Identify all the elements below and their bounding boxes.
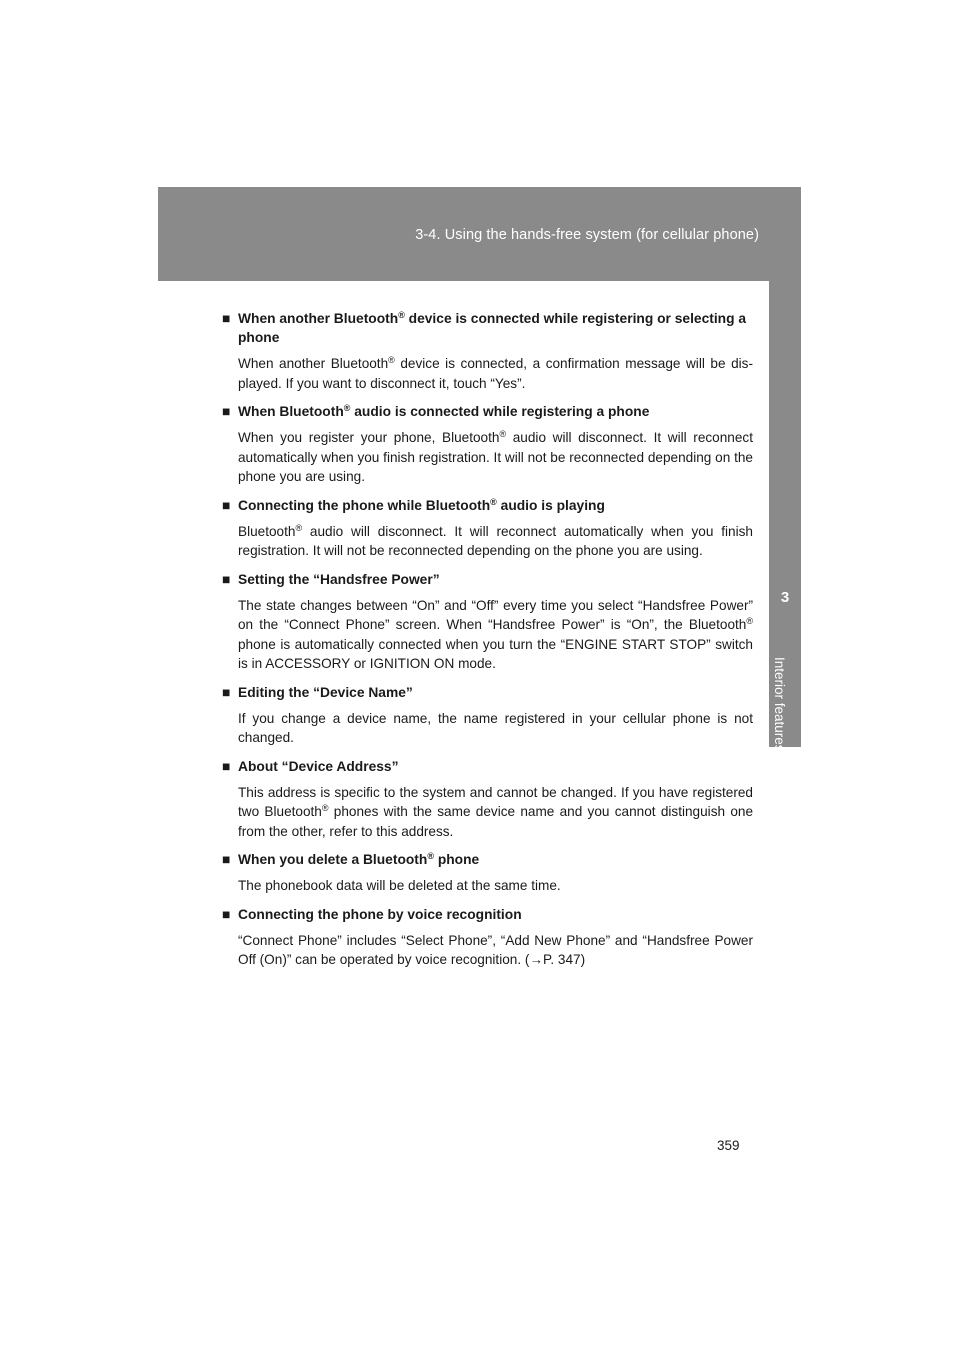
body-text: phones with the same device name and you cannot distinguish one from the other, refer to this address. [238, 804, 754, 839]
body-text: The state changes between “On” and “Off” every time you select “Handsfree Power” on the “Connect Phone” screen. When “Handsfree Power” is “On”, the Bluetooth [238, 597, 753, 632]
body-text: audio will disconnect. It will reconnect automatically when you finish registration. It will not be reconnected depending on the phone you are using. [238, 430, 753, 484]
body-text: Bluetooth [238, 523, 296, 539]
chapter-side-tab [769, 187, 801, 752]
section-heading [222, 683, 753, 702]
heading-text: device is connected while registering or selecting a phone [238, 311, 747, 345]
section-body [222, 354, 753, 393]
section-heading [222, 496, 753, 515]
section-voice-recognition [222, 905, 753, 970]
square-bullet-icon: ■ [222, 311, 231, 326]
section-connecting-while-audio-playing [222, 496, 753, 561]
registered-mark-icon: ® [295, 522, 303, 533]
heading-text: When Bluetooth [238, 404, 344, 419]
section-heading [222, 309, 753, 347]
square-bullet-icon: ■ [222, 852, 231, 867]
body-text: This address is specific to the system and cannot be changed. If you have registered two Bluetooth [238, 784, 753, 819]
section-body [222, 428, 753, 487]
section-heading [222, 402, 753, 421]
registered-mark-icon: ® [499, 429, 507, 439]
chapter-section-title: 3-4. Using the hands-free system (for cellular phone) [415, 227, 759, 243]
square-bullet-icon: ■ [222, 571, 231, 587]
heading-text: Connecting the phone by voice recognition [238, 906, 522, 922]
section-body [222, 931, 753, 970]
square-bullet-icon: ■ [222, 684, 231, 700]
square-bullet-icon: ■ [222, 497, 231, 513]
chapter-number: 3 [780, 589, 790, 606]
section-device-address [222, 757, 753, 842]
section-bluetooth-device-connected [222, 309, 753, 393]
heading-text: About “Device Address” [238, 758, 399, 774]
section-bluetooth-audio-connected [222, 402, 753, 487]
registered-mark-icon: ® [321, 803, 329, 813]
registered-mark-icon: ® [343, 403, 351, 413]
square-bullet-icon: ■ [222, 758, 231, 774]
arrow-right-icon: → [529, 952, 544, 967]
registered-mark-icon: ® [490, 496, 497, 507]
heading-text: Connecting the phone while Bluetooth [238, 497, 491, 513]
chapter-header-bar [158, 187, 801, 281]
section-heading [222, 850, 753, 869]
section-body: The phonebook data will be deleted at the same time. [238, 878, 561, 893]
square-bullet-icon: ■ [222, 404, 231, 419]
heading-text: Editing the “Device Name” [238, 684, 413, 700]
body-text: ) [580, 952, 586, 967]
body-text: phone is automatically connected when you turn the “ENGINE START STOP” switch is in ACCESSORY or IGNITION ON mode. [238, 636, 753, 671]
registered-mark-icon: ® [427, 851, 434, 861]
section-body [222, 783, 753, 842]
registered-mark-icon: ® [746, 616, 753, 626]
section-body [222, 596, 753, 674]
chapter-label: Interior features [772, 657, 787, 752]
section-heading [222, 570, 753, 589]
section-editing-device-name [222, 683, 753, 748]
body-text: audio will disconnect. It will reconnect automatically when you finish registration. It will not be reconnected depending on the phone you are using. [238, 523, 753, 558]
section-handsfree-power [222, 570, 753, 674]
section-delete-phone [222, 850, 753, 896]
body-text: When another Bluetooth [238, 356, 389, 371]
heading-text: phone [433, 852, 480, 867]
heading-text: When another Bluetooth [238, 311, 399, 326]
heading-text: Setting the “Handsfree Power” [238, 571, 440, 587]
body-text: When you register your phone, Bluetooth [238, 430, 500, 445]
section-heading [222, 757, 753, 776]
square-bullet-icon: ■ [222, 906, 231, 922]
body-text: “Connect Phone” includes “Select Phone”, “Add New Phone” and “Handsfree Power Off (On)” can be operated by voice recognition. ( [238, 932, 753, 967]
registered-mark-icon: ® [388, 355, 395, 365]
section-body [222, 522, 753, 561]
body-text: device is connected, a confirmation message will be displayed. If you want to disconnect it, touch “Yes”. [238, 356, 753, 391]
page-number: 359 [717, 1138, 740, 1153]
section-heading [222, 905, 753, 924]
heading-text: audio is connected while registering a phone [350, 404, 650, 419]
heading-text: When you delete a Bluetooth [238, 852, 428, 867]
page-reference-link[interactable]: P. 347 [543, 952, 581, 967]
section-body: If you change a device name, the name registered in your cellular phone is not changed. [238, 710, 753, 745]
registered-mark-icon: ® [398, 310, 405, 320]
page-content [222, 309, 753, 979]
heading-text: audio is playing [496, 497, 605, 513]
